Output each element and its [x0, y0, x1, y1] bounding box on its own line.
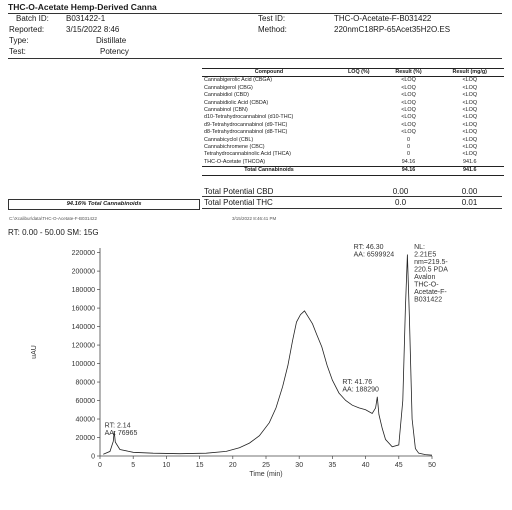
table-row — [202, 85, 504, 92]
result-mgg: <LOQ — [462, 151, 478, 158]
chromatogram-chart — [0, 238, 512, 508]
result-pct: <LOQ — [401, 129, 416, 136]
peak-annotation: AA: 188290 — [342, 386, 379, 394]
compound-name: Cannabinol (CBN) — [204, 107, 248, 114]
loq-value — [336, 100, 382, 107]
peak-annotation: RT: 41.76 — [342, 378, 373, 386]
loq-value — [336, 92, 382, 99]
loq-value — [336, 129, 382, 136]
y-tick-label: 60000 — [75, 398, 95, 406]
y-tick-label: 100000 — [71, 361, 95, 369]
compound-name: d10-Tetrahydrocannabinol (d10-THC) — [204, 114, 294, 121]
y-axis-label: uAU — [31, 345, 38, 359]
peak-annotation: RT: 2.14 — [104, 422, 131, 430]
total-row — [202, 167, 504, 175]
trace-info-annotation: Avalon — [414, 273, 436, 281]
table-row — [202, 159, 504, 167]
loq-value — [336, 159, 382, 167]
result-mgg: <LOQ — [462, 99, 478, 106]
loq-value — [336, 85, 382, 92]
potential-mgg: 0.01 — [461, 198, 478, 207]
result-mgg: <LOQ — [462, 92, 478, 99]
potential-name: Total Potential CBD — [204, 187, 274, 196]
report-title: THC-O-Acetate Hemp-Derived Canna — [8, 2, 157, 12]
y-tick-label: 140000 — [71, 324, 95, 332]
potential-name: Total Potential THC — [204, 198, 273, 207]
y-tick-label: 20000 — [75, 435, 95, 443]
trace-info-annotation: 2.21E5 — [414, 251, 437, 259]
trace-info-annotation: B031422 — [414, 296, 443, 304]
test-id-value: THC-O-Acetate-F-B031422 — [334, 14, 432, 23]
reported-value: 3/15/2022 8:46 — [66, 25, 120, 34]
x-tick-label: 30 — [295, 462, 304, 469]
total-cannabinoids-box: 94.16% Total Cannabinoids — [8, 199, 200, 210]
compound-name: Cannabidiolic Acid (CBDA) — [204, 99, 269, 106]
y-tick-label: 160000 — [71, 305, 95, 313]
column-header-result-pct: Result (%) — [382, 69, 436, 77]
method-label: Method: — [258, 25, 287, 34]
header-bottom-rule — [8, 58, 502, 59]
result-pct: <LOQ — [401, 77, 416, 84]
y-tick-label: 120000 — [71, 342, 95, 350]
compound-name: Cannabicyclol (CBL) — [204, 136, 254, 143]
result-pct: 0 — [407, 136, 411, 143]
loq-value — [336, 114, 382, 121]
result-mgg: <LOQ — [462, 77, 478, 84]
result-pct: <LOQ — [401, 107, 416, 114]
table-row — [202, 77, 504, 85]
y-tick-label: 200000 — [71, 268, 95, 276]
x-tick-label: 45 — [394, 462, 403, 469]
x-tick-label: 10 — [162, 462, 171, 469]
y-tick-label: 180000 — [71, 287, 95, 295]
chart-title: RT: 0.00 - 50.00 SM: 15G — [8, 228, 99, 237]
trace-info-annotation: THC-O- — [414, 281, 439, 289]
loq-value — [336, 167, 382, 175]
potential-pct: 0.00 — [392, 187, 409, 196]
x-tick-label: 35 — [328, 462, 337, 469]
peak-annotation: AA: 6599924 — [353, 251, 395, 259]
result-mgg: <LOQ — [462, 84, 478, 91]
y-tick-label: 0 — [91, 453, 95, 461]
result-pct: 94.16 — [382, 167, 436, 175]
file-date: 3/15/2022 8:46:41 PM — [232, 216, 277, 221]
results-header-row — [202, 69, 504, 77]
result-mgg: <LOQ — [462, 114, 478, 121]
compound-name: Tetrahydrocannabinolic Acid (THCA) — [204, 151, 291, 158]
result-pct: 94.16 — [401, 158, 416, 165]
compound-name: THC-O-Acetate (THCOA) — [204, 158, 266, 165]
table-row — [202, 144, 504, 151]
type-label: Type: — [9, 36, 29, 45]
chromatogram-trace — [103, 255, 432, 456]
file-path: C:\Xcalibur\data\THC-O-Acetate-F-B031422 — [9, 216, 98, 221]
compound-name: Cannabigerol (CBG) — [204, 84, 253, 91]
potential-pct: 0.0 — [394, 198, 407, 207]
table-row — [202, 92, 504, 99]
x-tick-label: 20 — [228, 462, 237, 469]
result-pct: <LOQ — [401, 99, 416, 106]
test-label: Test: — [9, 47, 26, 56]
x-tick-label: 50 — [428, 462, 436, 469]
trace-info-annotation: NL: — [414, 243, 425, 251]
test-value: Potency — [100, 47, 129, 56]
result-mgg: 941.6 — [463, 158, 477, 165]
loq-value — [336, 77, 382, 85]
potential-rule-bottom — [202, 208, 502, 209]
potential-table — [202, 186, 504, 208]
table-row — [202, 151, 504, 158]
x-tick-label: 5 — [131, 462, 136, 469]
column-header-result-mgg: Result (mg/g) — [436, 69, 504, 77]
potential-row — [202, 197, 504, 208]
compound-name: Total Cannabinoids — [202, 167, 336, 175]
trace-info-annotation: 220.5 PDA — [414, 266, 448, 274]
test-id-label: Test ID: — [258, 14, 286, 23]
type-value: Distillate — [96, 36, 127, 45]
peak-annotation: RT: 46.30 — [353, 243, 384, 251]
potential-mgg: 0.00 — [461, 187, 478, 196]
trace-info-annotation: Acetate-F- — [414, 288, 447, 296]
reported-label: Reported: — [9, 25, 45, 34]
result-mgg: <LOQ — [462, 121, 478, 128]
potential-rule — [202, 196, 502, 197]
compound-name: Cannabigerolic Acid (CBGA) — [204, 77, 273, 84]
x-axis-label: Time (min) — [249, 471, 283, 478]
compound-name: d8-Tetrahydrocannabinol (d8-THC) — [204, 129, 288, 136]
trace-info-annotation: nm=219.5- — [414, 258, 448, 266]
result-pct: 0 — [407, 144, 411, 151]
batch-label: Batch ID: — [16, 14, 49, 23]
loq-value — [336, 107, 382, 114]
batch-value: B031422-1 — [66, 14, 106, 23]
column-header-loq: LOQ (%) — [336, 69, 382, 77]
result-mgg: <LOQ — [462, 144, 478, 151]
y-tick-label: 40000 — [75, 416, 95, 424]
result-mgg: <LOQ — [462, 129, 478, 136]
loq-value — [336, 137, 382, 144]
peak-annotation: AA: 76965 — [104, 429, 138, 437]
result-mgg: <LOQ — [462, 107, 478, 114]
result-pct: <LOQ — [401, 92, 416, 99]
x-tick-label: 40 — [361, 462, 370, 469]
x-tick-label: 0 — [98, 462, 102, 469]
y-tick-label: 80000 — [75, 379, 95, 387]
compound-name: d9-Tetrahydrocannabinol (d9-THC) — [204, 121, 288, 128]
table-row — [202, 107, 504, 114]
result-mgg: 941.6 — [436, 167, 504, 175]
method-value: 220nmC18RP-65Acet35H2O.ES — [334, 25, 451, 34]
result-pct: <LOQ — [401, 121, 416, 128]
compound-name: Cannabidiol (CBD) — [204, 92, 249, 99]
x-tick-label: 15 — [195, 462, 204, 469]
loq-value — [336, 144, 382, 151]
result-pct: <LOQ — [401, 84, 416, 91]
loq-value — [336, 122, 382, 129]
y-tick-label: 220000 — [71, 250, 95, 258]
table-row — [202, 122, 504, 129]
result-pct: <LOQ — [401, 114, 416, 121]
table-row — [202, 114, 504, 121]
table-row — [202, 129, 504, 136]
column-header-compound: Compound — [202, 69, 336, 77]
table-row — [202, 137, 504, 144]
table-row — [202, 100, 504, 107]
results-table — [202, 68, 504, 176]
x-tick-label: 25 — [262, 462, 270, 469]
result-mgg: <LOQ — [462, 136, 478, 143]
compound-name: Cannabichromene (CBC) — [204, 144, 265, 151]
loq-value — [336, 151, 382, 158]
result-pct: 0 — [407, 151, 411, 158]
